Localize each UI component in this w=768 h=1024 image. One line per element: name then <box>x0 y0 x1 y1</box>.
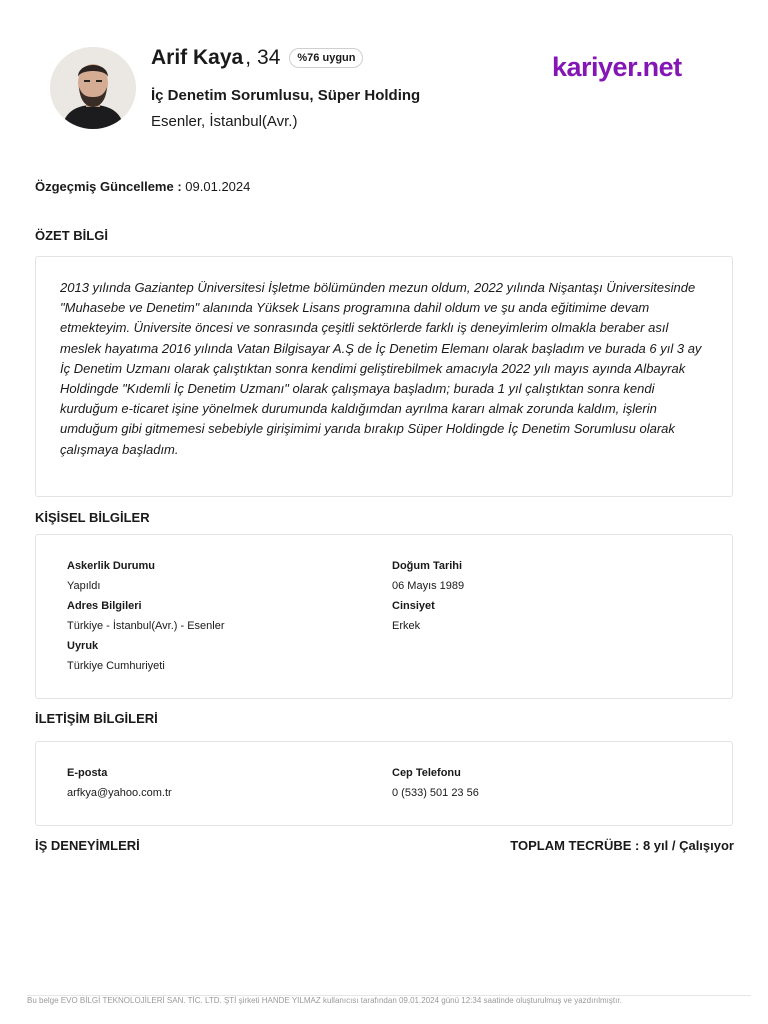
personal-right-column <box>392 556 464 636</box>
email-value[interactable]: arfkya@yahoo.com.tr <box>67 787 172 799</box>
contact-left-column <box>67 763 172 803</box>
footer-note: Bu belge EVO BİLGİ TEKNOLOJİLERİ SAN. TİC. LTD. ŞTİ şirketi HANDE YILMAZ kullanıcısı tarafından 09.01.2024 günü 12:34 saatinde oluşturulmuş ve yazdırılmıştır. <box>27 996 622 1005</box>
birth-date-label: Doğum Tarihi <box>392 560 463 572</box>
update-date: 09.01.2024 <box>185 179 251 194</box>
gender-label: Cinsiyet <box>392 600 435 612</box>
nationality-label: Uyruk <box>67 640 99 652</box>
address-value: Türkiye - İstanbul(Avr.) - Esenler <box>67 620 225 632</box>
resume-update <box>35 179 250 194</box>
gender-value: Erkek <box>392 620 421 632</box>
contact-right-column <box>392 763 479 803</box>
email-label: E-posta <box>67 767 108 779</box>
location: Esenler, İstanbul(Avr.) <box>151 113 298 130</box>
update-label: Özgeçmiş Güncelleme : <box>35 179 182 194</box>
total-experience: TOPLAM TECRÜBE : 8 yıl / Çalışıyor <box>510 838 734 853</box>
name-row <box>151 46 363 70</box>
section-title-summary: ÖZET BİLGİ <box>35 228 108 243</box>
phone-value[interactable]: 0 (533) 501 23 56 <box>392 787 479 799</box>
match-badge: %76 uygun <box>289 48 363 68</box>
kariyer-logo: kariyer.net <box>552 52 682 82</box>
phone-label: Cep Telefonu <box>392 767 461 779</box>
section-title-experience: İŞ DENEYİMLERİ <box>35 838 140 853</box>
summary-text: 2013 yılında Gaziantep Üniversitesi İşletme bölümünden mezun oldum, 2022 yılında Nişantaşı Üniversitesinde "Muhasebe ve Denetim" alanında Yüksek Lisans programına dahil oldum ve şu anda eğitimime devam etmekteyim. Üniversite öncesi ve sonrasında çeşitli sektörlerde farklı iş deneyimlerim olmakla beraber asıl meslek hayatıma 2016 yılında Vatan Bilgisayar A.Ş de İç Denetim Elemanı olarak başladım ve burada 6 yıl 3 ay İç Denetim Uzmanı olarak çalıştıktan sonra kendimi geliştirebilmek amacıyla 2022 yılı mayıs ayında Albayrak Holdingde "Kıdemli İç Denetim Uzmanı" olarak çalışmaya başladım; burada 1 yıl çalıştıktan sonra kendi kurduğum e-ticaret işine yönelmek durumunda kaldığımdan ayrılma kararı almak zorunda kaldım, işlerin umduğum gibi gitmemesi sebebiyle girişimimi yarıda bırakıp Süper Holdingde İç Denetim Sorumlusu olarak çalışmaya başladım. <box>60 280 702 457</box>
age-separator: , <box>245 46 252 69</box>
candidate-age: 34 <box>257 46 281 69</box>
personal-left-column <box>67 556 225 676</box>
section-title-contact: İLETİŞİM BİLGİLERİ <box>35 711 158 726</box>
job-title: İç Denetim Sorumlusu, Süper Holding <box>151 87 421 104</box>
candidate-name: Arif Kaya <box>151 46 244 69</box>
address-label: Adres Bilgileri <box>67 600 142 612</box>
avatar <box>50 47 136 129</box>
military-value: Yapıldı <box>67 580 101 592</box>
section-title-personal: KİŞİSEL BİLGİLER <box>35 510 150 525</box>
summary-card <box>35 256 733 497</box>
birth-date-value: 06 Mayıs 1989 <box>392 580 465 592</box>
military-label: Askerlik Durumu <box>67 560 156 572</box>
contact-info-card <box>35 741 733 826</box>
personal-info-card <box>35 534 733 699</box>
nationality-value: Türkiye Cumhuriyeti <box>67 660 165 672</box>
profile-photo <box>50 47 136 129</box>
